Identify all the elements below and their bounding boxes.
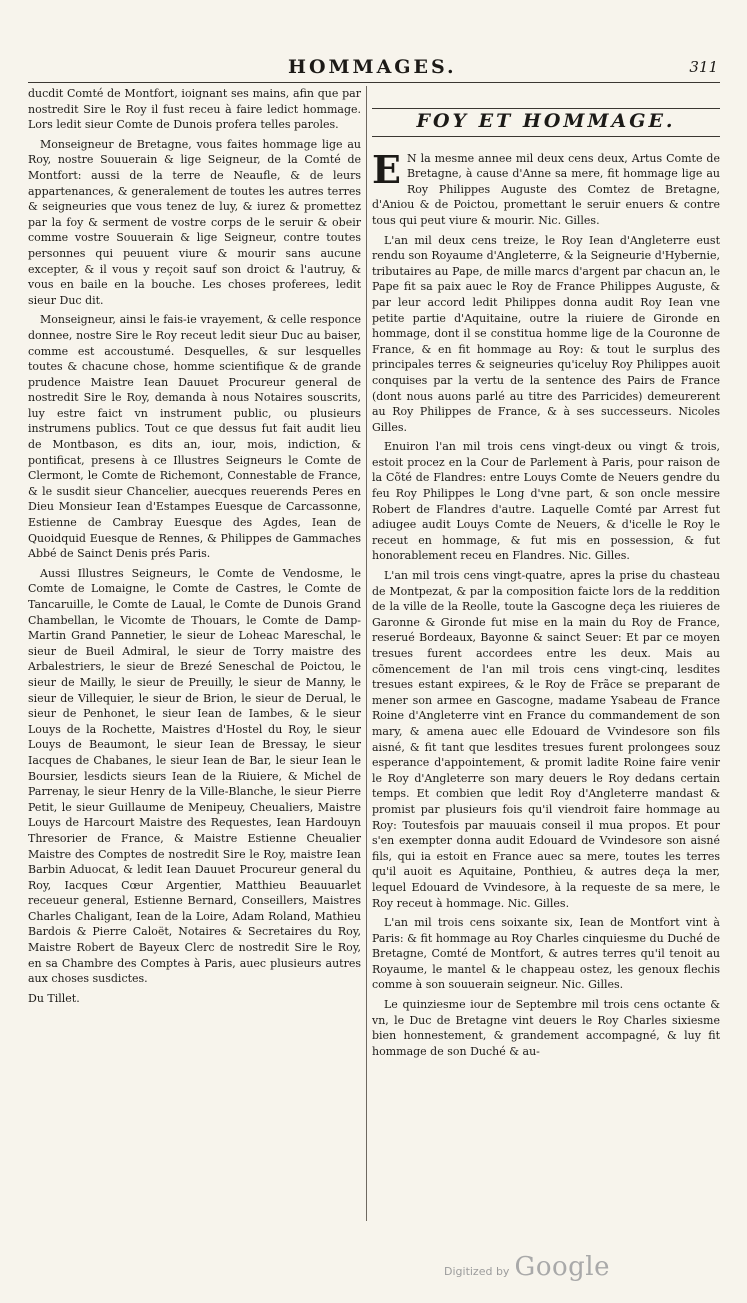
right-column: [372, 86, 720, 1296]
column-divider: [366, 86, 367, 1221]
drop-cap: E: [372, 146, 401, 192]
right-first-paragraph-text: N la mesme annee mil deux cens deux, Artus Comte de Bretagne, à cause d'Anne sa mere, fit hommage lige au Roy Philippes Auguste des Comtez de Bretagne, d'Aniou & de Poictou, promettant le seruir enuers & contre tous qui peut viure & mourir. Nic. Gilles.: [372, 151, 720, 227]
left-source-citation: Du Tillet.: [28, 991, 80, 1005]
section-title: FOY ET HOMMAGE.: [372, 108, 720, 137]
google-logo: Google: [514, 1252, 610, 1282]
running-head: [28, 56, 718, 80]
watermark-prefix: Digitized by: [444, 1265, 510, 1278]
left-paragraph: ducdit Comté de Montfort, ioignant ses mains, afin que par nostredit Sire le Roy il fust receu à faire ledict hommage. Lors ledit sieur Comte de Dunois profera telles paroles.: [28, 87, 361, 132]
left-paragraph: Aussi Illustres Seigneurs, le Comte de Vendosme, le Comte de Lomaigne, le Comte de Castres, le Comte de Tancaruille, le Comte de Laual, le Comte de Dunois Grand Chambellan, le Vicomte de Thouars, le Comte de Damp-Martin Grand Pannetier, le sieur de Loheac Mareschal, le sieur de Bueil Admiral, le sieur de Torry maistre des Arbalestriers, le sieur de Brezé Seneschal de Poictou, le sieur de Mailly, le sieur de Preuilly, le sieur de Manny, le sieur de Villequier, le sieur de Brion, le sieur de Derual, le sieur de Penhonet, le sieur Iean de Iambes, & le sieur Louys de la Rochette, Maistres d'Hostel du Roy, le sieur Louys de Beaumont, le sieur Iean de Bressay, le sieur Iacques de Chabanes, le sieur Iean de Bar, le sieur Iean le Boursier, lesdicts sieurs Iean de la Riuiere, & Michel de Parrenay, le sieur Henry de la Ville-Blanche, le sieur Pierre Petit, le sieur Guillaume de Menipeuy, Cheualiers, Maistre Louys de Harcourt Maistre des Requestes, Iean Hardouyn Thresorier de France, & Maistre Estienne Cheualier Maistre des Comptes de nostredit Sire le Roy, maistre Iean Barbin Aduocat, & ledit Iean Dauuet Procureur general du Roy, Iacques Cœur Argentier, Matthieu Beauuarlet receueur general, Estienne Bernard, Conseillers, Maistres Charles Chaligant, Iean de la Loire, Adam Roland, Mathieu Bardois & Pierre Caloët, Notaires & Secretaires du Roy, Maistre Robert de Bayeux Clerc de nostredit Sire le Roy, en sa Chambre des Comptes à Paris, auec plusieurs autres aux choses susdictes.: [28, 566, 361, 986]
digitized-watermark: [444, 1252, 610, 1282]
right-first-paragraph: [372, 146, 720, 229]
right-paragraph: Le quinziesme iour de Septembre mil trois cens octante & vn, le Duc de Bretagne vint deuers le Roy Charles sixiesme bien honnestement, & grandement accompagné, & luy fit hommage de son Duché & au-: [372, 998, 720, 1058]
left-column: [28, 86, 361, 1005]
page-number: 311: [689, 58, 718, 76]
header-rule: [28, 82, 720, 83]
right-paragraph: L'an mil trois cens soixante six, Iean de Montfort vint à Paris: & fit hommage au Roy Charles cinquiesme du Duché de Bretagne, Comté de Montfort, & autres terres qu'il tenoit au Royaume, le mantel & le chappeau ostez, les genoux flechis comme à son souuerain seigneur. Nic. Gilles.: [372, 916, 720, 992]
running-title: HOMMAGES.: [288, 56, 457, 78]
left-paragraph: Monseigneur, ainsi le fais-ie vrayement, & celle responce donnee, nostre Sire le Roy receut ledit sieur Duc au baiser, comme est accoustumé. Desquelles, & sur lesquelles toutes & chacune chose, homme scientifique & de grande prudence Maistre Iean Dauuet Procureur general de nostredit Sire le Roy, demanda à nous Notaires souscrits, luy estre faict vn instrument public, ou plusieurs instrumens publics. Tout ce que dessus fut fait audit lieu de Montbason, es dits an, iour, mois, indiction, & pontificat, presens à ce Illustres Seigneurs le Comte de Clermont, le Comte de Richemont, Connestable de France, & le susdit sieur Chancelier, auecques reuerends Peres en Dieu Monsieur Iean d'Estampes Euesque de Carcassonne, Estienne de Cambray Euesque des Agdes, Iean de Quoidquid Euesque de Rennes, & Philippes de Gammaches Abbé de Sainct Denis prés Paris.: [28, 313, 361, 561]
left-paragraph: Monseigneur de Bretagne, vous faites hommage lige au Roy, nostre Souuerain & lige Seigneur, de la Comté de Montfort: aussi de la terre de Neaufle, & de leurs appartenances, & generalement de toutes les autres terres & seigneuries que vous tenez de luy, & iurez & promettez par la foy & serment de vostre corps de le seruir & obeir comme vostre Souuerain & lige Seigneur, contre toutes personnes qui peuuent viure & mourir sans aucune excepter, & il vous y reçoit sauf son droict & l'autruy, & vous en baile en la bouche. Les choses proferees, ledit sieur Duc dit.: [28, 137, 361, 307]
right-paragraph: L'an mil deux cens treize, le Roy Iean d'Angleterre eust rendu son Royaume d'Angleterre, & la Seigneurie d'Hybernie, tributaires au Pape, de mille marcs d'argent par chacun an, le Pape fit sa paix auec le Roy de France Philippes Auguste, & par leur accord ledit Philippes donna audit Roy Iean vne petite partie d'Aquitaine, outre la riuiere de Gironde en hommage, dont il se constitua homme lige de la Couronne de France, & en fit hommage au Roy: & tout le surplus des principales terres & seigneuries qu'iceluy Roy Philippes auoit conquises par la vertu de la sentence des Pairs de France (dont nous auons parlé au titre des Parricides) demeurerent au Roy Philippes de France, & à ses successeurs. Nicoles Gilles.: [372, 233, 720, 434]
right-paragraph: Enuiron l'an mil trois cens vingt-deux ou vingt & trois, estoit procez en la Cour de Parlement à Paris, pour raison de la Cõté de Flandres: entre Louys Comte de Neuers gendre du feu Roy Philippes le Long d'vne part, & son oncle messire Robert de Flandres d'autre. Laquelle Comté par Arrest fut adiugee audit Louys Comte de Neuers, & d'icelle le Roy le receut en hommage, & fut mis en possession, & fut honorablement receu en Flandres. Nic. Gilles.: [372, 440, 720, 563]
right-paragraph: L'an mil trois cens vingt-quatre, apres la prise du chasteau de Montpezat, & par la composition faicte lors de la reddition de la ville de la Reolle, toute la Gascogne deça les riuieres de Garonne & Gironde fut mise en la main du Roy de France, reserué Bordeaux, Bayonne & sainct Seuer: Et par ce moyen tresues furent accordees entre les deux. Mais au cõmencement de l'an mil trois cens vingt-cinq, lesdites tresues estant expirees, & le Roy de Frãce se preparant de mener son armee en Gascogne, madame Ysabeau de France Roine d'Angleterre vint en France du commandement de son mary, & amena auec elle Edouard de Vvindesore son fils aisné, & fit tant que lesdites tresues furent prolongees souz esperance d'appointement, & promit ladite Roine faire venir le Roy d'Angleterre son mary deuers le Roy dedans certain temps. Et combien que ledit Roy d'Angleterre mandast & promist par plusieurs fois qu'il viendroit faire hommage au Roy: Toutesfois par mauuais conseil il mua propos. Et pour s'en exempter donna audit Edouard de Vvindesore son aisné fils, qui ia estoit en France auec sa mere, toutes les terres qu'il auoit es Aquitaine, Ponthieu, & autres deça la mer, lequel Edouard de Vvindesore, à la requeste de sa mere, le Roy receut à hommage. Nic. Gilles.: [372, 569, 720, 910]
